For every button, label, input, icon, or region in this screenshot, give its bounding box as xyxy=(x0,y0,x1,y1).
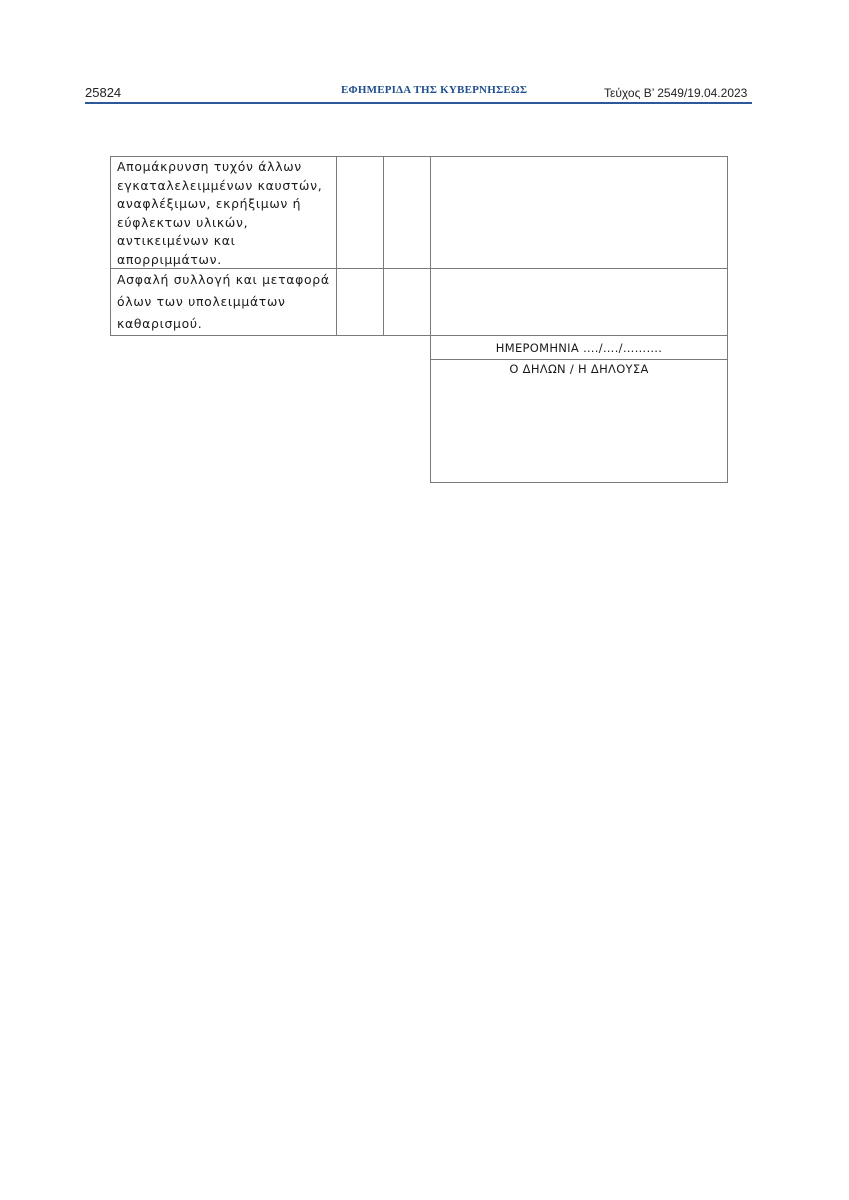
checkbox-cell-yes-row1[interactable] xyxy=(336,156,384,269)
remarks-cell-row1[interactable] xyxy=(430,156,728,269)
checkbox-cell-no-row1[interactable] xyxy=(383,156,431,269)
task-line: εύφλεκτων υλικών, xyxy=(117,214,249,230)
task-line: αναφλέξιμων, εκρήξιμων ή xyxy=(117,196,302,211)
task-line: απορριμμάτων. xyxy=(117,251,222,267)
issue-reference: Τεύχος Β’ 2549/19.04.2023 xyxy=(604,86,748,100)
date-field[interactable] xyxy=(430,335,728,360)
task-line: αντικειμένων και xyxy=(117,233,236,248)
page-number: 25824 xyxy=(85,85,122,100)
date-label: ΗΜΕΡΟΜΗΝΙΑ …./…./………. xyxy=(495,341,663,355)
remarks-cell-row2[interactable] xyxy=(430,268,728,336)
task-cell-removal xyxy=(110,156,337,269)
task-line: Ασφαλή συλλογή και μεταφορά xyxy=(117,272,330,287)
task-line: εγκαταλελειμμένων καυστών, xyxy=(117,177,323,193)
task-line: καθαρισμού. xyxy=(117,316,203,331)
task-cell-collection xyxy=(110,268,337,336)
task-line: Απομάκρυνση τυχόν άλλων xyxy=(117,159,302,174)
signature-box[interactable] xyxy=(430,359,728,483)
task-line: όλων των υπολειμμάτων xyxy=(117,294,286,309)
declarant-label: Ο ΔΗΛΩΝ / Η ΔΗΛΟΥΣΑ xyxy=(509,362,649,376)
checkbox-cell-no-row2[interactable] xyxy=(383,268,431,336)
checkbox-cell-yes-row2[interactable] xyxy=(336,268,384,336)
header-rule xyxy=(85,102,752,104)
journal-title: ΕΦΗΜΕΡΙΔΑ ΤΗΣ ΚΥΒΕΡΝΗΣΕΩΣ xyxy=(341,84,528,96)
